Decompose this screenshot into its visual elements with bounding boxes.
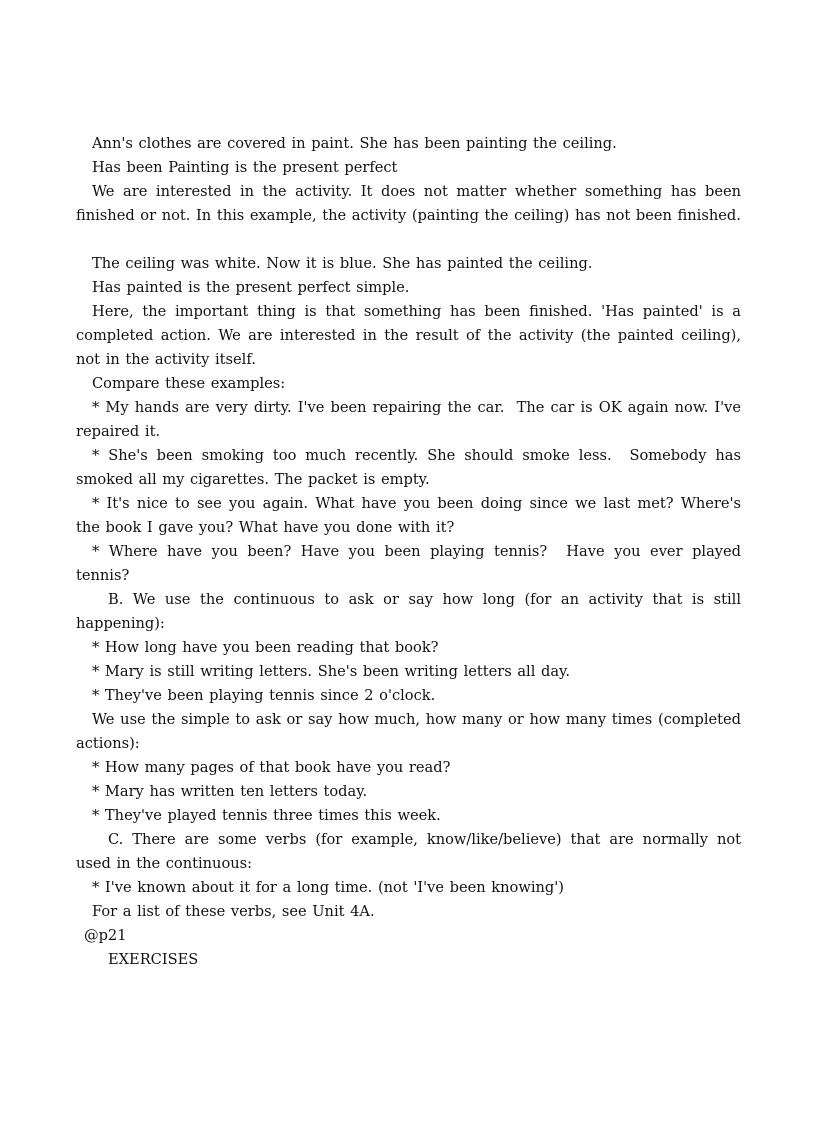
paragraph: Here, the important thing is that something has been finished. 'Has painted' is a completed action. We are interested in the result of the activity (the painted ceiling), not in the activity itself. xyxy=(76,303,747,368)
example-item: * I've known about it for a long time. (not 'I've been knowing') xyxy=(92,879,564,896)
document-page xyxy=(76,132,747,972)
section-b-intro: B. We use the continuous to ask or say how long (for an activity that is still happening): xyxy=(76,591,747,632)
exercises-heading: EXERCISES xyxy=(108,951,199,968)
example-item: * Mary has written ten letters today. xyxy=(92,783,368,800)
paragraph: We use the simple to ask or say how much, how many or how many times (completed actions): xyxy=(76,711,747,752)
example-item: * They've played tennis three times this week. xyxy=(92,807,441,824)
paragraph: The ceiling was white. Now it is blue. She has painted the ceiling. xyxy=(92,255,593,272)
example-item: * She's been smoking too much recently. She should smoke less. Somebody has smoked all my cigarettes. The packet is empty. xyxy=(76,447,747,488)
paragraph: We are interested in the activity. It does not matter whether something has been finished or not. In this example, the activity (painting the ceiling) has not been finished. xyxy=(76,183,747,224)
example-item: * My hands are very dirty. I've been repairing the car. The car is OK again now. I've repaired it. xyxy=(76,399,747,440)
paragraph: Ann's clothes are covered in paint. She has been painting the ceiling. xyxy=(92,135,617,152)
example-item: * How long have you been reading that book? xyxy=(92,639,439,656)
paragraph: Has been Painting is the present perfect xyxy=(92,159,398,176)
example-item: * Mary is still writing letters. She's been writing letters all day. xyxy=(92,663,570,680)
example-item: * It's nice to see you again. What have you been doing since we last met? Where's the book I gave you? What have you done with it? xyxy=(76,495,747,536)
page-marker: @p21 xyxy=(84,927,127,944)
paragraph: Has painted is the present perfect simple. xyxy=(92,279,410,296)
paragraph: For a list of these verbs, see Unit 4A. xyxy=(92,903,375,920)
example-item: * How many pages of that book have you read? xyxy=(92,759,451,776)
section-c-intro: C. There are some verbs (for example, know/like/believe) that are normally not used in the continuous: xyxy=(76,831,747,872)
example-item: * They've been playing tennis since 2 o'clock. xyxy=(92,687,436,704)
paragraph-gap xyxy=(76,228,741,252)
example-item: * Where have you been? Have you been playing tennis? Have you ever played tennis? xyxy=(76,543,747,584)
compare-heading: Compare these examples: xyxy=(92,375,286,392)
